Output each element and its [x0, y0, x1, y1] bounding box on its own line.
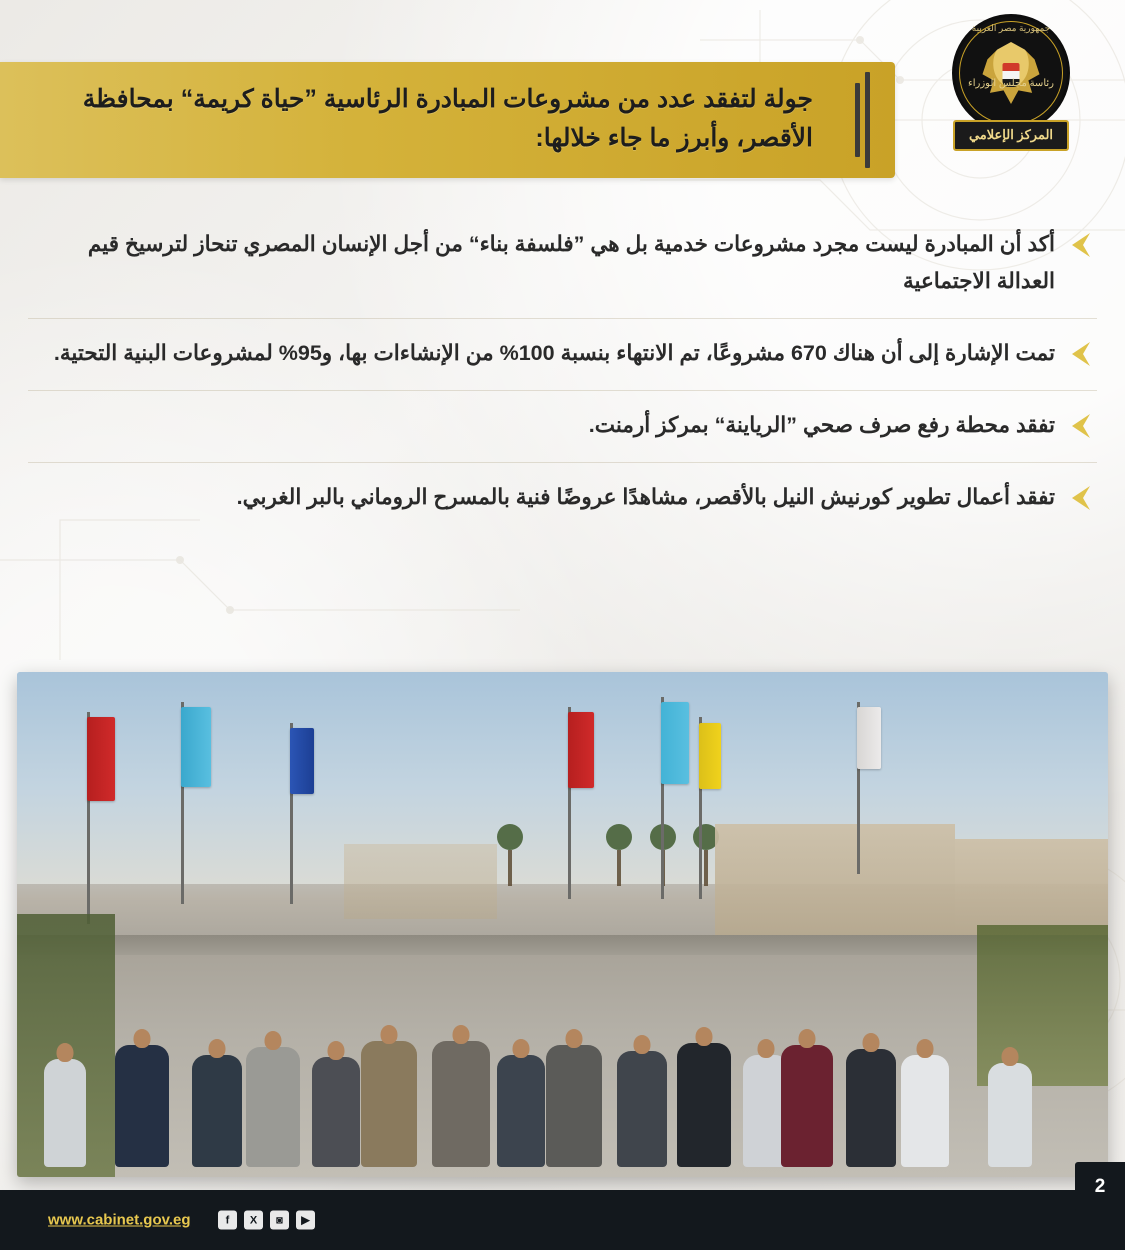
flag-yellow [699, 723, 721, 789]
page-number: 2 [1075, 1162, 1125, 1212]
header [0, 0, 1125, 190]
page-title: جولة لتفقد عدد من مشروعات المبادرة الرئاسية ”حياة كريمة“ بمحافظة الأقصر، وأبرز ما جاء خلالها: [82, 85, 813, 152]
photo-person [312, 1057, 360, 1167]
bullet-text: تفقد أعمال تطوير كورنيش النيل بالأقصر، مشاهدًا عروضًا فنية بالمسرح الروماني بالبر الغربي. [236, 484, 1055, 509]
list-item [28, 391, 1097, 463]
photo-person [846, 1049, 896, 1167]
footer [0, 1190, 1125, 1250]
tour-photo [17, 672, 1108, 1177]
photo-grass-right [977, 925, 1108, 1087]
website-link[interactable]: www.cabinet.gov.eg [48, 1211, 191, 1229]
photo-person [901, 1055, 949, 1167]
flag-red [87, 717, 115, 801]
photo-building [344, 844, 497, 920]
cabinet-logo [927, 14, 1095, 179]
emblem-top-text: جمهورية مصر العربية [971, 23, 1051, 33]
photo-person [115, 1045, 169, 1167]
photo-building [955, 839, 1108, 935]
chevron-right-icon [1069, 341, 1091, 367]
bullet-text: تمت الإشارة إلى أن هناك 670 مشروعًا، تم الانتهاء بنسبة 100% من الإنشاءات بها، و95% لمشروعات البنية التحتية. [53, 340, 1055, 365]
list-item [28, 319, 1097, 391]
flag-navy [290, 728, 314, 794]
photo-person [617, 1051, 667, 1167]
headline-band [0, 62, 895, 178]
social-links[interactable] [218, 1211, 315, 1230]
photo-building [715, 824, 955, 935]
photo-person [432, 1041, 490, 1167]
flag-blue [661, 702, 689, 784]
photo-person [497, 1055, 545, 1167]
flag-red [568, 712, 594, 788]
instagram-icon[interactable]: ◙ [270, 1211, 289, 1230]
youtube-icon[interactable]: ▶ [296, 1211, 315, 1230]
flag-white [857, 707, 881, 769]
photo-person [192, 1055, 242, 1167]
media-center-banner: المركز الإعلامي [953, 120, 1069, 151]
photo-person [677, 1043, 731, 1167]
facebook-icon[interactable]: f [218, 1211, 237, 1230]
flag-blue [181, 707, 211, 787]
chevron-right-icon [1069, 232, 1091, 258]
chevron-right-icon [1069, 413, 1091, 439]
decorative-bars [855, 72, 885, 168]
photo-person [546, 1045, 602, 1167]
photo-person [781, 1045, 833, 1167]
bullet-text: تفقد محطة رفع صرف صحي ”الرياينة“ بمركز أرمنت. [588, 412, 1055, 437]
photo-person [44, 1059, 86, 1167]
list-item [28, 210, 1097, 319]
photo-container [0, 672, 1125, 1177]
photo-person [246, 1047, 300, 1167]
photo-person [988, 1063, 1032, 1167]
eagle-emblem-icon [952, 14, 1070, 132]
emblem-bottom-text: رئاسة مجلس الوزراء [968, 78, 1054, 89]
chevron-right-icon [1069, 485, 1091, 511]
list-item [28, 463, 1097, 534]
x-twitter-icon[interactable]: X [244, 1211, 263, 1230]
bullet-text: أكد أن المبادرة ليست مجرد مشروعات خدمية بل هي ”فلسفة بناء“ من أجل الإنسان المصري تنحاز لترسيخ قيم العدالة الاجتماعية [87, 232, 1055, 293]
bullet-list [0, 210, 1125, 534]
photo-person [361, 1041, 417, 1167]
